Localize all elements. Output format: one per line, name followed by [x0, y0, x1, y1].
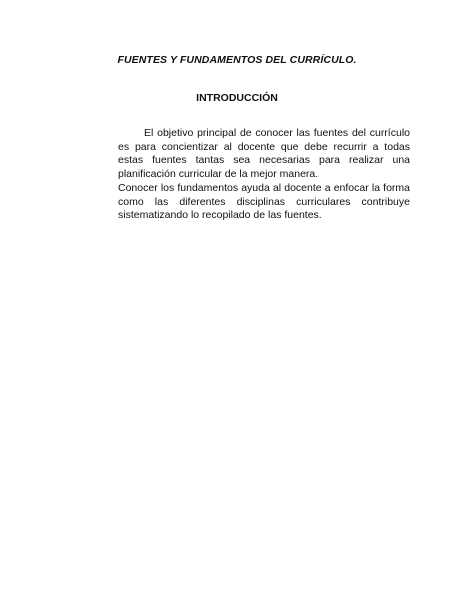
paragraph-2: Conocer los fundamentos ayuda al docente a enfocar la forma como las diferentes disciplinas curriculares contribuye sistematizando lo recopilado de las fuentes. [118, 182, 410, 221]
section-heading-introduccion: INTRODUCCIÓN [196, 92, 278, 104]
paragraph-1: El objetivo principal de conocer las fuentes del currículo es para concientizar al docente que debe recurrir a todas estas fuentes tantas sea necesarias para realizar una planificación curricular de la mejor manera. [118, 127, 410, 180]
document-title: FUENTES Y FUNDAMENTOS DEL CURRÍCULO. [117, 54, 357, 66]
